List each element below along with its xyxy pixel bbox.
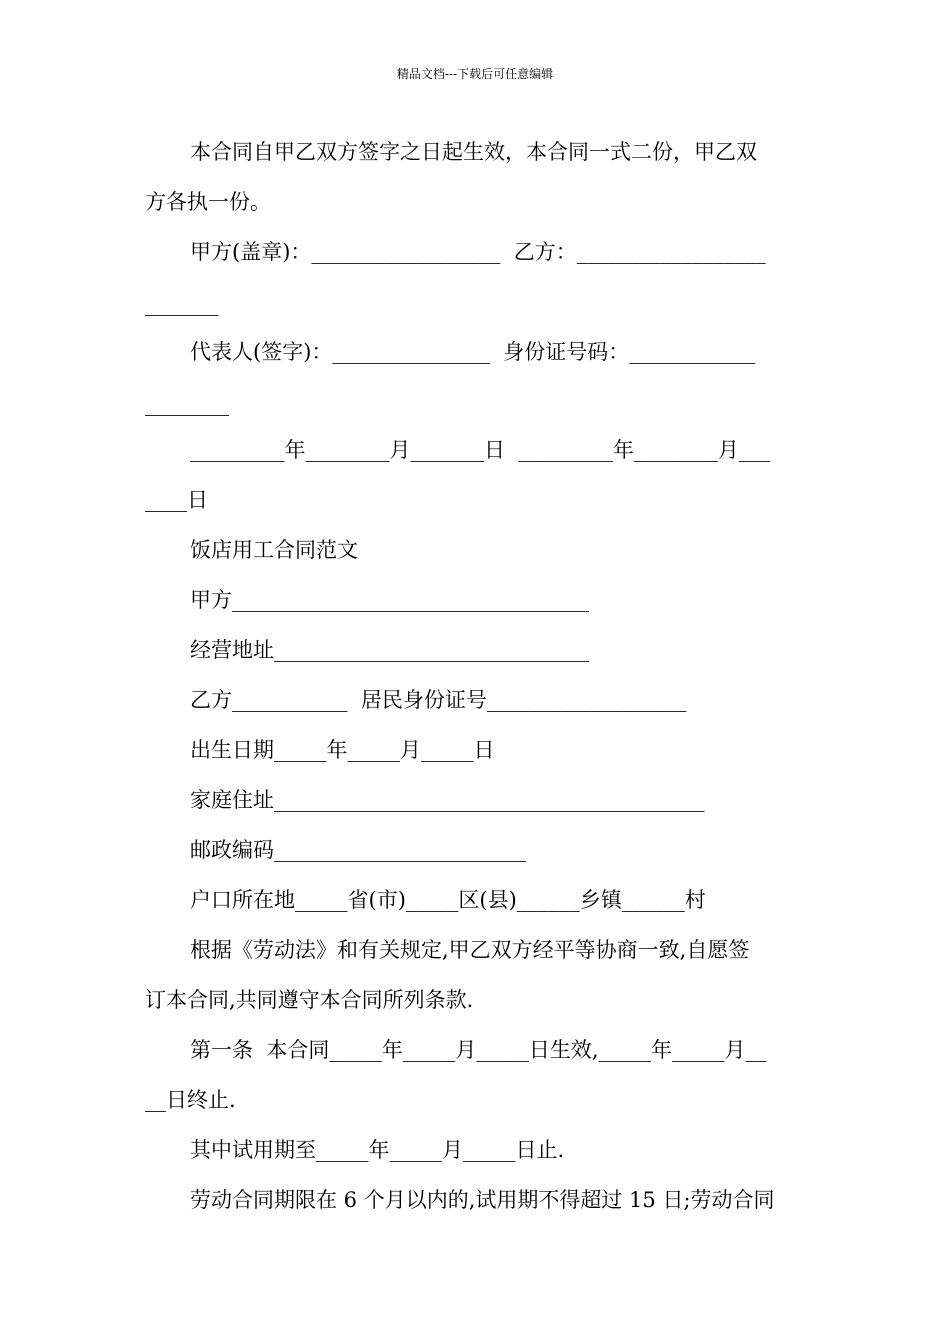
text-line: ________ <box>145 392 229 416</box>
text-line: 出生日期_____年_____月_____日 <box>190 738 495 762</box>
text-line: __日终止. <box>145 1088 236 1112</box>
text-line: 代表人(签字)：_______________ 身份证号码：____________ <box>190 340 756 364</box>
text-line: 第一条 本合同_____年_____月_____日生效,_____年_____月__ <box>190 1038 767 1062</box>
text-line: 劳动合同期限在 6 个月以内的,试用期不得超过 15 日;劳动合同 <box>190 1188 775 1212</box>
page-header: 精品文档---下载后可任意编辑 <box>396 67 554 81</box>
text-line: 订本合同,共同遵守本合同所列条款. <box>145 988 474 1012</box>
text-line: 乙方___________ 居民身份证号___________________ <box>190 688 687 712</box>
section-title: 饭店用工合同范文 <box>190 538 358 562</box>
text-line: 户口所在地_____省(市)_____区(县)______乡镇______村 <box>190 888 706 912</box>
text-line: _________年________月_______日 _________年________月___ <box>190 438 771 462</box>
text-line: 邮政编码________________________ <box>190 838 526 862</box>
text-line: ____日 <box>145 488 208 512</box>
text-line: 本合同自甲乙双方签字之日起生效，本合同一式二份，甲乙双 <box>190 140 757 164</box>
text-line: 甲方(盖章)：__________________ 乙方：__________________ <box>190 240 766 264</box>
text-line: 其中试用期至_____年_____月_____日止. <box>190 1138 565 1162</box>
text-line: 根据《劳动法》和有关规定,甲乙双方经平等协商一致,自愿签 <box>190 938 750 962</box>
text-line: 方各执一份。 <box>145 190 271 214</box>
text-line: 家庭住址_________________________________________ <box>190 788 705 812</box>
text-line: 经营地址______________________________ <box>190 638 589 662</box>
text-line: 甲方__________________________________ <box>190 588 589 612</box>
text-line: _______ <box>145 292 219 316</box>
